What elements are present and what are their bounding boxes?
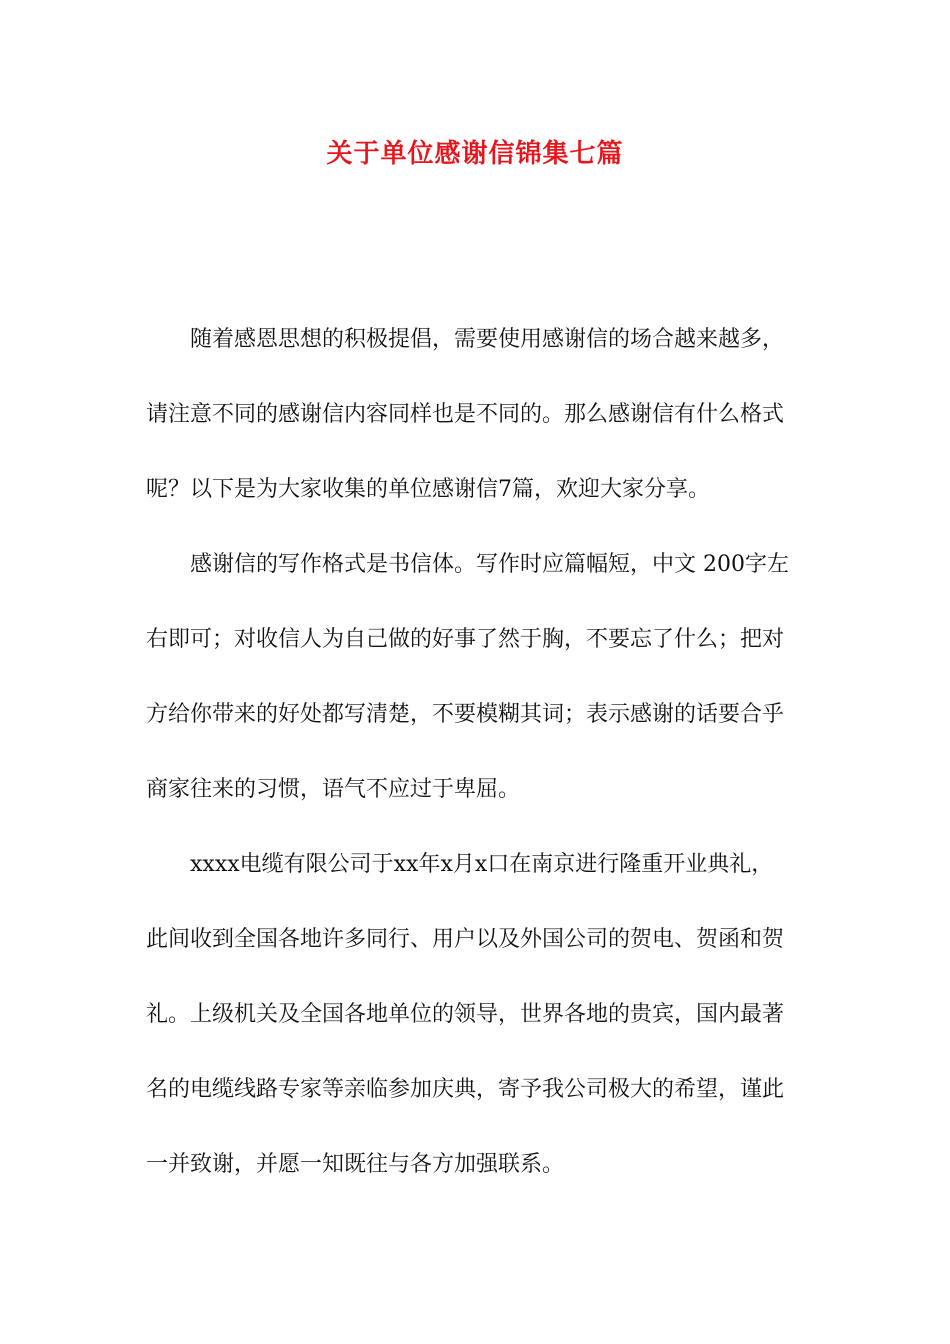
document-title: 关于单位感谢信锦集七篇 xyxy=(326,139,624,169)
paragraph-2-line-3: 方给你带来的好处都写清楚，不要模糊其词；表示感谢的话要合乎 xyxy=(146,702,785,727)
paragraph-2-line-1: 感谢信的写作格式是书信体。写作时应篇幅短，中文 200字左 xyxy=(190,552,789,577)
paragraph-3-line-1: xxxx电缆有限公司于xx年x月x口在南京进行隆重开业典礼， xyxy=(190,852,774,877)
paragraph-2-line-4: 商家往来的习惯，语气不应过于卑屈。 xyxy=(146,777,521,802)
paragraph-1-line-1: 随着感恩思想的积极提倡，需要使用感谢信的场合越来越多， xyxy=(190,327,785,352)
paragraph-3-line-5: 一并致谢，并愿一知既往与各方加强联系。 xyxy=(146,1152,565,1177)
paragraph-2-line-2: 右即可；对收信人为自己做的好事了然于胸，不要忘了什么；把对 xyxy=(146,627,785,652)
paragraph-3-line-2: 此间收到全国各地许多同行、用户以及外国公司的贺电、贺函和贺 xyxy=(146,927,785,952)
paragraph-1-line-3: 呢？以下是为大家收集的单位感谢信7篇，欢迎大家分享。 xyxy=(146,477,710,502)
paragraph-1-line-2: 请注意不同的感谢信内容同样也是不同的。那么感谢信有什么格式 xyxy=(146,402,785,427)
paragraph-3-line-3: 礼。上级机关及全国各地单位的领导，世界各地的贵宾，国内最著 xyxy=(146,1002,785,1027)
paragraph-3-line-4: 名的电缆线路专家等亲临参加庆典，寄予我公司极大的希望，谨此 xyxy=(146,1077,785,1102)
document-body xyxy=(146,320,806,1220)
